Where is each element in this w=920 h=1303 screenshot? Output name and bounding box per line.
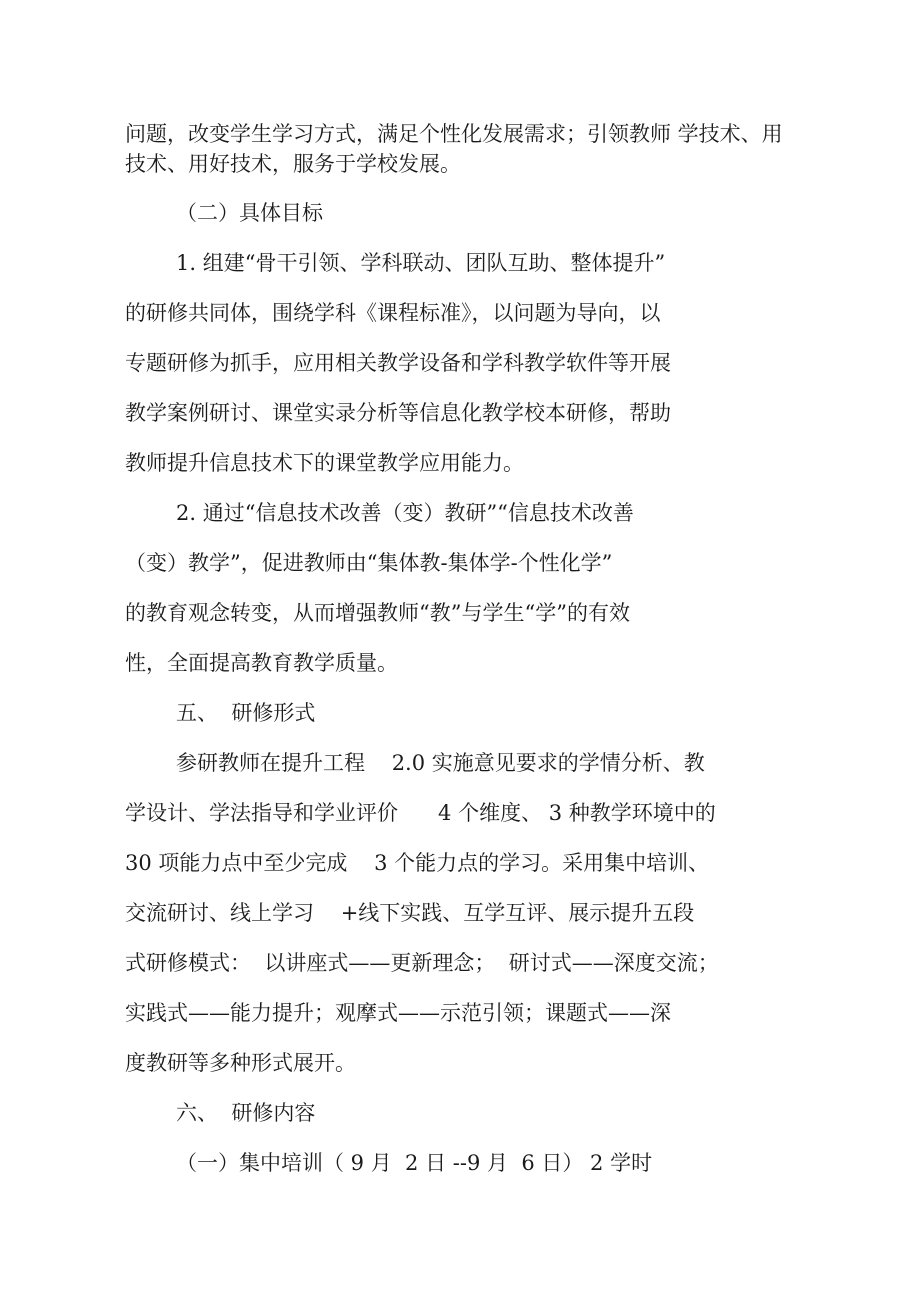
paragraph-line: 30 项能力点中至少完成 3 个能力点的学习。采用集中培训、 (125, 851, 710, 875)
paragraph-line: 度教研等多种形式展开。 (125, 1051, 356, 1075)
paragraph-line: 性，全面提高教育教学质量。 (125, 651, 398, 675)
paragraph-line: 技术、用好技术，服务于学校发展。 (125, 152, 461, 176)
paragraph-line: 的教育观念转变，从而增强教师“教”与学生“学”的有效 (125, 601, 630, 625)
paragraph-line: 2. 通过“信息技术改善（变）教研”“信息技术改善 (176, 501, 634, 525)
paragraph-line: 教学案例研讨、课堂实录分析等信息化教学校本研修，帮助 (125, 401, 671, 425)
paragraph-line: 1. 组建“骨干引领、学科联动、团队互助、整体提升” (176, 251, 666, 275)
paragraph-line: 教师提升信息技术下的课堂教学应用能力。 (125, 451, 524, 475)
section-heading: 六、 研修内容 (176, 1101, 316, 1125)
paragraph-line: 学设计、学法指导和学业评价 4 个维度、 3 种教学环境中的 (125, 801, 716, 825)
section-heading: （二）具体目标 (176, 201, 323, 225)
paragraph-line: 实践式——能力提升；观摩式——示范引领；课题式——深 (125, 1001, 671, 1025)
section-heading: 五、 研修形式 (176, 701, 316, 725)
paragraph-line: 的研修共同体，围绕学科《课程标准》，以问题为导向，以 (125, 301, 661, 325)
paragraph-line: 式研修模式： 以讲座式——更新理念； 研讨式——深度交流； (125, 951, 719, 975)
paragraph-line: （变）教学”，促进教师由“集体教-集体学-个性化学” (125, 551, 613, 575)
paragraph-line: 参研教师在提升工程 2.0 实施意见要求的学情分析、教 (176, 751, 705, 775)
paragraph-line: 问题，改变学生学习方式，满足个性化发展需求；引领教师 学技术、用 (125, 122, 783, 146)
subsection-heading: （一）集中培训（ 9 月 2 日 --9 月 6 日） 2 学时 (176, 1151, 653, 1175)
paragraph-line: 专题研修为抓手，应用相关教学设备和学科教学软件等开展 (125, 351, 671, 375)
paragraph-line: 交流研讨、线上学习 +线下实践、互学互评、展示提升五段 (125, 901, 695, 925)
